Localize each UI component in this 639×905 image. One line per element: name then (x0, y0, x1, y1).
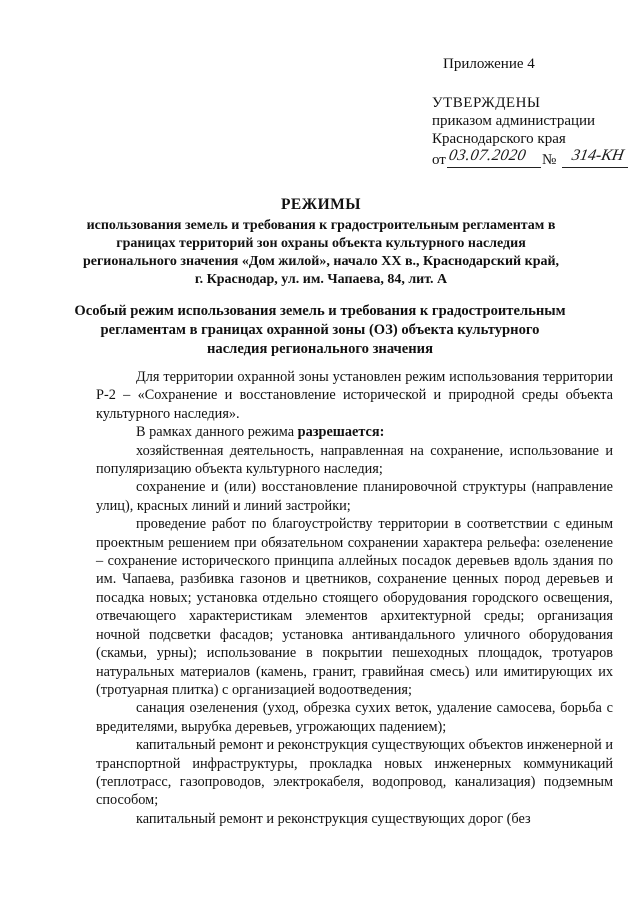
paragraph: Для территории охранной зоны установлен режим использования территории Р-2 – «Сохранение и восстановление исторической и природной среды объекта культурного наследия». (96, 369, 613, 422)
permitted-bold-text: разрешается: (297, 424, 385, 441)
approval-block (432, 94, 632, 171)
subtitle-line: г. Краснодар, ул. им. Чапаева, 84, лит. А (194, 272, 448, 287)
document-title: РЕЖИМЫ (280, 196, 362, 213)
subtitle-line: регионального значения «Дом жилой», начало XX в., Краснодарский край, (82, 254, 560, 269)
approval-date-line (432, 149, 632, 171)
section-title-line: Особый режим использования земель и требования к градостроительным (74, 303, 566, 319)
date-underline (447, 167, 541, 168)
permitted-intro-paragraph (96, 423, 613, 441)
date-prefix: от (432, 152, 446, 168)
section-title-line: регламентам в границах охранной зоны (ОЗ) объекта культурного (100, 322, 540, 338)
handwritten-number: 314-КН (570, 147, 626, 164)
document-subtitle (80, 217, 562, 289)
document-body (96, 368, 613, 828)
permitted-intro-text: В рамках данного режима (136, 424, 295, 441)
approval-title: УТВЕРЖДЕНЫ (432, 95, 541, 111)
approval-line-2: приказом администрации (432, 113, 596, 129)
paragraph: капитальный ремонт и реконструкция существующих объектов инженерной и транспортной инфраструктуры, прокладка новых инженерных коммуникаций (теплотрасс, газопроводов, электрокабеля, водопровод, канализация) подземным способом; (96, 737, 613, 809)
paragraph: санация озеленения (уход, обрезка сухих веток, удаление самосева, борьба с вредителями, вырубка деревьев, угрожающих падением); (96, 700, 613, 735)
number-sign: № (542, 152, 557, 168)
appendix-label: Приложение 4 (443, 56, 535, 72)
approval-line-3: Краснодарского края (432, 131, 566, 147)
paragraph: хозяйственная деятельность, направленная на сохранение, использование и популяризацию объекта культурного наследия; (96, 442, 613, 478)
section-title (60, 302, 580, 359)
paragraph: сохранение и (или) восстановление планировочной структуры (направление улиц), красных линий и линий застройки; (96, 479, 613, 514)
handwritten-date: 03.07.2020 (447, 147, 528, 164)
subtitle-line: использования земель и требования к градостроительным регламентам в (86, 218, 556, 233)
number-underline (562, 167, 628, 168)
paragraph: проведение работ по благоустройству территории в соответствии с единым проектным решением при обязательном сохранении характера рельефа: озеленение – сохранение исторического принципа аллейных посадок деревьев вдоль здания по им. Чапаева, разбивка газонов и цветников, сохранение ценных пород деревьев и посадка новых; установка отдельно стоящего оборудования городского освещения, отвечающего характеристикам элементов архитектурной среды; организация ночной подсветки фасадов; установка антивандального уличного оборудования (скамьи, урны); использование в покрытии пешеходных площадок, тротуаров натуральных материалов (камень, гранит, гравийная смесь) или имитирующих их (тротуарная плитка) с организацией водоотведения; (96, 516, 613, 698)
paragraph: капитальный ремонт и реконструкция существующих дорог (без (136, 810, 531, 827)
subtitle-line: границах территорий зон охраны объекта культурного наследия (116, 236, 526, 251)
section-title-line: наследия регионального значения (207, 341, 433, 357)
